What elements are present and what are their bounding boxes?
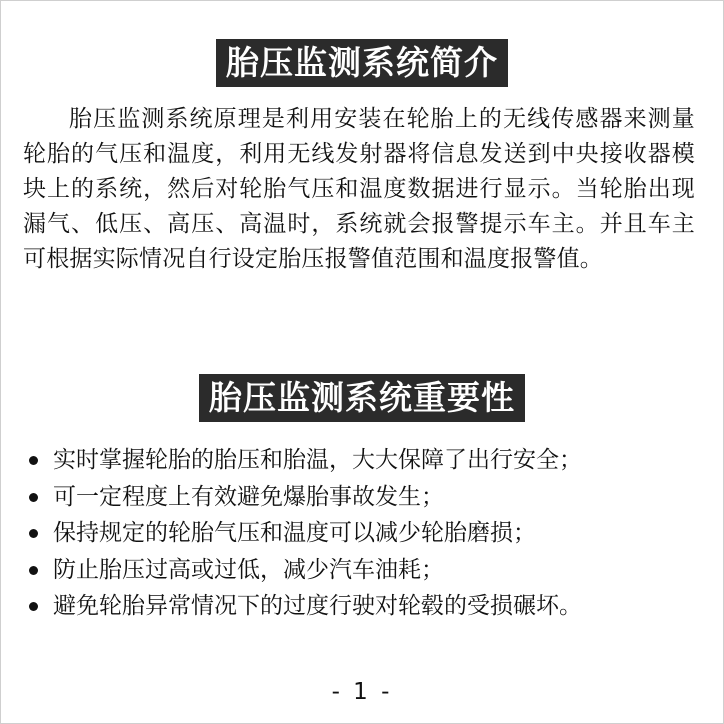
bullet-icon: [29, 456, 38, 465]
list-item: [23, 442, 703, 479]
list-item: [23, 515, 703, 552]
list-item-text: 防止胎压过高或过低，减少汽车油耗；: [53, 556, 444, 583]
page-number: - 1 -: [331, 679, 393, 705]
list-item-text: 实时掌握轮胎的胎压和胎温，大大保障了出行安全；: [53, 447, 582, 473]
list-item: [23, 552, 703, 589]
importance-heading-wrap: [1, 374, 723, 422]
list-item: [23, 588, 703, 625]
intro-heading: 胎压监测系统简介: [216, 39, 508, 87]
list-item-text: 避免轮胎异常情况下的过度行驶对轮毂的受损碾坏。: [53, 593, 582, 619]
bullet-icon: [29, 602, 38, 611]
bullet-icon: [29, 529, 38, 538]
intro-paragraph: 胎压监测系统原理是利用安装在轮胎上的无线传感器来测量轮胎的气压和温度，利用无线发射器将信息发送到中央接收器模块上的系统，然后对轮胎气压和温度数据进行显示。当轮胎出现漏气、低压、高压、高温时，系统就会报警提示车主。并且车主可根据实际情况自行设定胎压报警值范围和温度报警值。: [23, 106, 695, 272]
bullet-icon: [29, 493, 38, 502]
importance-heading: 胎压监测系统重要性: [199, 374, 525, 422]
intro-heading-wrap: [1, 39, 723, 87]
importance-list: [23, 442, 703, 625]
list-item: [23, 479, 703, 516]
bullet-icon: [29, 566, 38, 575]
list-item-text: 保持规定的轮胎气压和温度可以减少轮胎磨损；: [53, 520, 536, 546]
list-item-text: 可一定程度上有效避免爆胎事故发生；: [53, 483, 444, 510]
